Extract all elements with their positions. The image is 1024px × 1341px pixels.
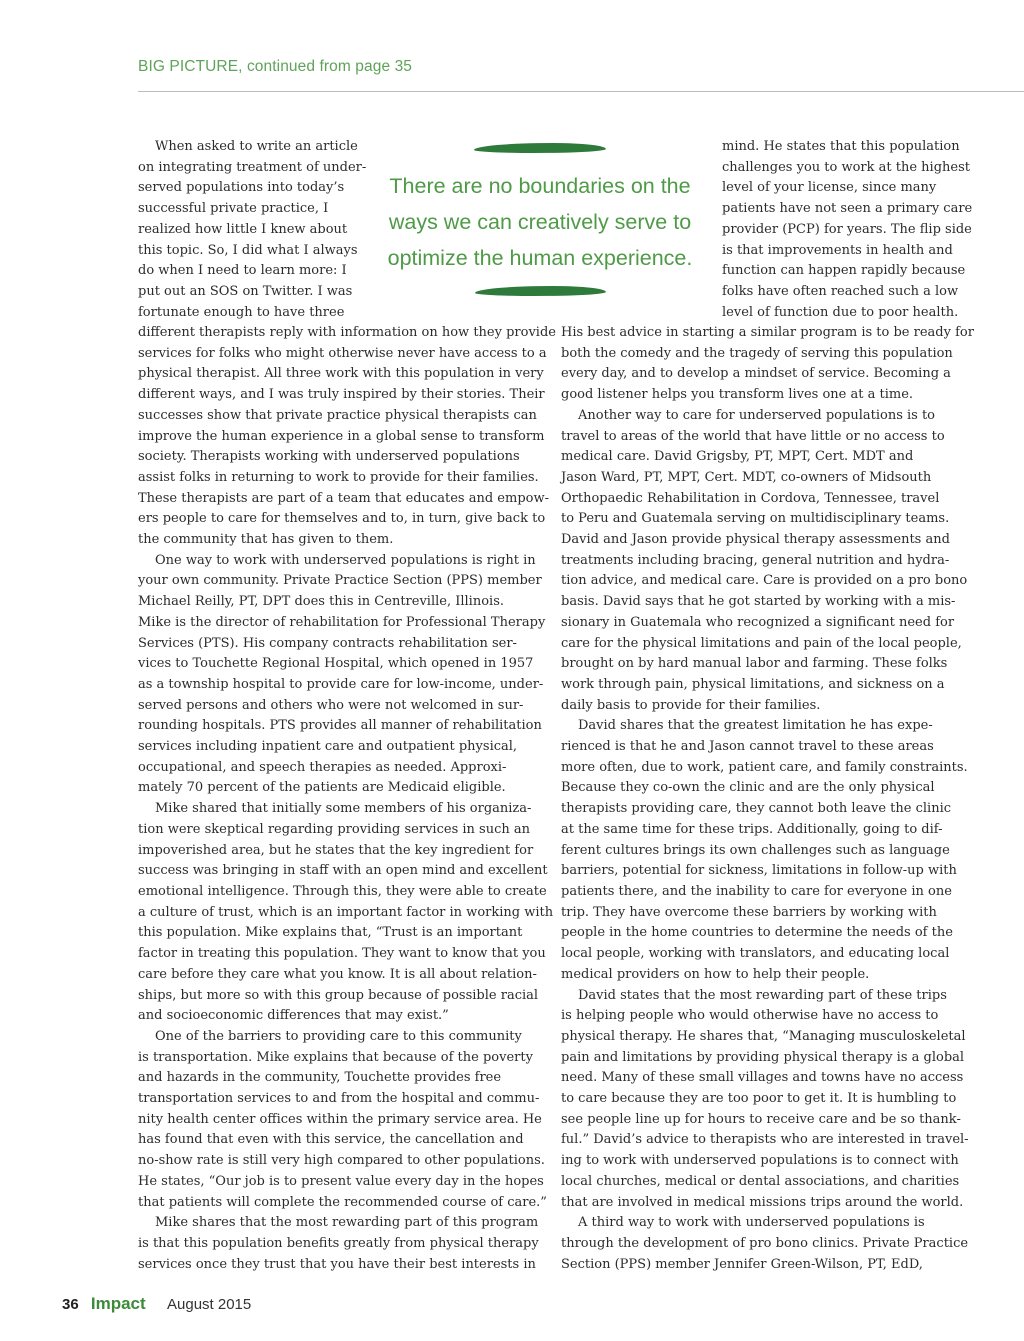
text-line: and socioeconomic differences that may exist.” [138, 1008, 449, 1024]
page-number: 36 [62, 1296, 79, 1313]
text-line: no-show rate is still very high compared to other populations. [138, 1153, 545, 1169]
text-line: this topic. So, I did what I always [138, 242, 358, 258]
continued-from-label: BIG PICTURE, continued from page 35 [138, 58, 413, 75]
text-line: medical providers on how to help their people. [561, 966, 870, 982]
text-line: tion were skeptical regarding providing services in such an [138, 821, 530, 837]
text-line: is that this population benefits greatly from physical therapy [138, 1235, 539, 1251]
text-line: basis. David says that he got started by working with a mis- [561, 594, 956, 610]
text-line: to care because they are too poor to get it. It is humbling to [561, 1091, 957, 1107]
text-line: ferent cultures brings its own challenges such as language [561, 842, 950, 858]
text-line: need. Many of these small villages and towns have no access [561, 1070, 964, 1086]
text-line: Mike shares that the most rewarding part of this program [155, 1215, 539, 1231]
text-line: pain and limitations by providing physical therapy is a global [561, 1049, 965, 1065]
text-line: His best advice in starting a similar program is to be ready for [561, 325, 974, 340]
text-line: challenges you to work at the highest [722, 159, 970, 175]
text-line: vices to Touchette Regional Hospital, which opened in 1957 [138, 656, 534, 672]
text-line: When asked to write an article [155, 139, 358, 154]
text-line: fortunate enough to have three [138, 304, 345, 320]
text-line: function can happen rapidly because [722, 263, 966, 279]
column-2-intro [722, 137, 972, 323]
text-line: local churches, medical or dental associations, and charities [561, 1173, 960, 1189]
text-line: success was bringing in staff with an open mind and excellent [138, 863, 548, 879]
text-line: One way to work with underserved populations is right in [155, 552, 536, 568]
text-line: ers people to care for themselves and to, in turn, give back to [138, 511, 546, 527]
text-line: impoverished area, but he states that the key ingredient for [138, 842, 534, 858]
text-line: served persons and others who were not welcomed in sur- [138, 697, 524, 713]
text-line: A third way to work with underserved populations is [578, 1215, 925, 1231]
text-line: to Peru and Guatemala serving on multidisciplinary teams. [561, 511, 950, 527]
text-line: level of function due to poor health. [722, 304, 959, 320]
text-line: different ways, and I was truly inspired by their stories. Their [138, 387, 545, 403]
text-line: different therapists reply with information on how they provide [138, 325, 556, 340]
text-line: successful private practice, I [138, 201, 329, 217]
text-line: a culture of trust, which is an important factor in working with [138, 904, 554, 920]
text-line: He states, “Our job is to present value every day in the hopes [138, 1173, 544, 1189]
text-line: These therapists are part of a team that educates and empow- [138, 490, 549, 506]
text-line: through the development of pro bono clinics. Private Practice [561, 1235, 969, 1251]
text-line: people in the home countries to determine the needs of the [561, 925, 953, 941]
pull-quote-line: optimize the human experience. [387, 246, 693, 270]
text-line: ful.” David’s advice to therapists who are interested in travel- [561, 1132, 969, 1148]
text-line: at the same time for these trips. Additionally, going to dif- [561, 821, 943, 837]
text-line: emotional intelligence. Through this, they were able to create [138, 883, 547, 899]
pull-quote-line: ways we can creatively serve to [388, 210, 692, 234]
text-line: that are involved in medical missions trips around the world. [561, 1194, 964, 1210]
text-line: Another way to care for underserved populations is to [578, 407, 936, 423]
text-line: society. Therapists working with underserved populations [138, 449, 520, 465]
text-line: improve the human experience in a global sense to transform [138, 428, 545, 444]
text-line: more often, due to work, patient care, and family constraints. [561, 759, 968, 775]
text-line: sionary in Guatemala who recognized a significant need for [561, 614, 955, 630]
text-line: assist folks in returning to work to provide for their families. [138, 469, 539, 485]
text-line: care for the physical limitations and pain of the local people, [561, 635, 962, 651]
text-line: ships, but more so with this group because of possible racial [138, 987, 539, 1003]
text-line: David states that the most rewarding part of these trips [578, 987, 947, 1003]
text-line: provider (PCP) for years. The flip side [722, 221, 972, 237]
text-line: travel to areas of the world that have little or no access to [561, 428, 945, 444]
text-line: ing to work with underserved populations is to connect with [561, 1153, 959, 1169]
text-line: services for folks who might otherwise never have access to a [138, 345, 547, 361]
text-line: Because they co-own the clinic and are the only physical [561, 780, 935, 796]
header-divider [138, 91, 1024, 92]
text-line: served populations into today’s [138, 180, 345, 196]
text-line: Michael Reilly, PT, DPT does this in Centreville, Illinois. [138, 594, 504, 610]
text-line: local people, working with translators, and educating local [561, 946, 950, 962]
magazine-name: Impact [90, 1294, 146, 1313]
text-line: realized how little I knew about [138, 221, 348, 237]
text-line: care before they care what you know. It is all about relation- [138, 966, 537, 982]
text-line: this population. Mike explains that, “Trust is an important [138, 925, 523, 941]
text-line: tion advice, and medical care. Care is provided on a pro bono [561, 573, 968, 589]
pull-quote [372, 168, 708, 276]
pullquote-bottom-brushstroke [475, 286, 606, 296]
text-line: good listener helps you transform lives one at a time. [561, 387, 914, 403]
text-line: that patients will complete the recommended course of care.” [138, 1194, 547, 1210]
text-line: mately 70 percent of the patients are Medicaid eligible. [138, 780, 506, 796]
text-line: your own community. Private Practice Section (PPS) member [138, 573, 542, 589]
text-line: folks have often reached such a low [722, 283, 959, 299]
text-line: rienced is that he and Jason cannot travel to these areas [561, 739, 934, 755]
text-line: has found that even with this service, the cancellation and [138, 1132, 524, 1148]
text-line: David and Jason provide physical therapy assessments and [561, 532, 950, 548]
text-line: trip. They have overcome these barriers by working with [561, 904, 937, 920]
text-line: factor in treating this population. They want to know that you [138, 946, 546, 962]
text-line: Mike shared that initially some members of his organiza- [155, 801, 532, 817]
text-line: occupational, and speech therapies as needed. Approxi- [138, 759, 507, 775]
issue-date: August 2015 [167, 1296, 252, 1313]
text-line: put out an SOS on Twitter. I was [138, 283, 353, 299]
text-line: patients there, and the inability to care for everyone in one [561, 883, 952, 899]
text-line: Services (PTS). His company contracts rehabilitation ser- [138, 635, 517, 651]
text-line: rounding hospitals. PTS provides all manner of rehabilitation [138, 718, 542, 734]
text-line: One of the barriers to providing care to this community [155, 1028, 522, 1044]
text-line: Orthopaedic Rehabilitation in Cordova, Tennessee, travel [561, 490, 940, 506]
text-line: and hazards in the community, Touchette provides free [138, 1070, 502, 1086]
text-line: David shares that the greatest limitation he has expe- [578, 718, 933, 734]
text-line: Section (PPS) member Jennifer Green-Wilson, PT, EdD, [561, 1256, 923, 1272]
text-line: patients have not seen a primary care [722, 201, 973, 217]
text-line: services once they trust that you have their best interests in [138, 1256, 536, 1272]
text-line: treatments including bracing, general nutrition and hydra- [561, 552, 950, 568]
text-line: daily basis to provide for their families. [561, 697, 821, 713]
text-line: medical care. David Grigsby, PT, MPT, Cert. MDT and [561, 449, 914, 465]
pull-quote-line: There are no boundaries on the [389, 174, 691, 198]
text-line: mind. He states that this population [722, 139, 960, 154]
text-line: successes show that private practice physical therapists can [138, 407, 537, 423]
text-line: the community that has given to them. [138, 532, 394, 548]
text-line: transportation services to and from the hospital and commu- [138, 1091, 540, 1107]
text-line: is that improvements in health and [722, 242, 953, 258]
text-line: do when I need to learn more: I [138, 263, 347, 279]
text-line: Mike is the director of rehabilitation for Professional Therapy [138, 614, 546, 630]
text-line: level of your license, since many [722, 180, 937, 196]
column-1-intro [138, 137, 366, 323]
text-line: services including inpatient care and outpatient physical, [138, 739, 518, 755]
text-line: as a township hospital to provide care for low-income, under- [138, 676, 544, 692]
column-2-body [561, 323, 974, 1275]
text-line: on integrating treatment of under- [138, 159, 367, 175]
text-line: barriers, potential for sickness, limitations in follow-up with [561, 863, 957, 879]
pullquote-top-brushstroke [474, 143, 606, 153]
text-line: is transportation. Mike explains that because of the poverty [138, 1049, 533, 1065]
text-line: every day, and to develop a mindset of service. Becoming a [561, 366, 951, 382]
text-line: both the comedy and the tragedy of serving this population [561, 345, 953, 361]
text-line: Jason Ward, PT, MPT, Cert. MDT, co-owners of Midsouth [561, 469, 932, 485]
text-line: see people line up for hours to receive care and be so thank- [561, 1111, 961, 1127]
column-1-body [138, 323, 556, 1275]
text-line: work through pain, physical limitations, and sickness on a [561, 676, 945, 692]
text-line: brought on by hard manual labor and farming. These folks [561, 656, 948, 672]
text-line: physical therapy. He shares that, “Managing musculoskeletal [561, 1028, 966, 1044]
text-line: nity health center offices within the primary service area. He [138, 1111, 542, 1127]
text-line: physical therapist. All three work with this population in very [138, 366, 544, 382]
text-line: therapists providing care, they cannot both leave the clinic [561, 801, 952, 817]
page-footer [62, 1294, 251, 1314]
text-line: is helping people who would otherwise have no access to [561, 1008, 939, 1024]
